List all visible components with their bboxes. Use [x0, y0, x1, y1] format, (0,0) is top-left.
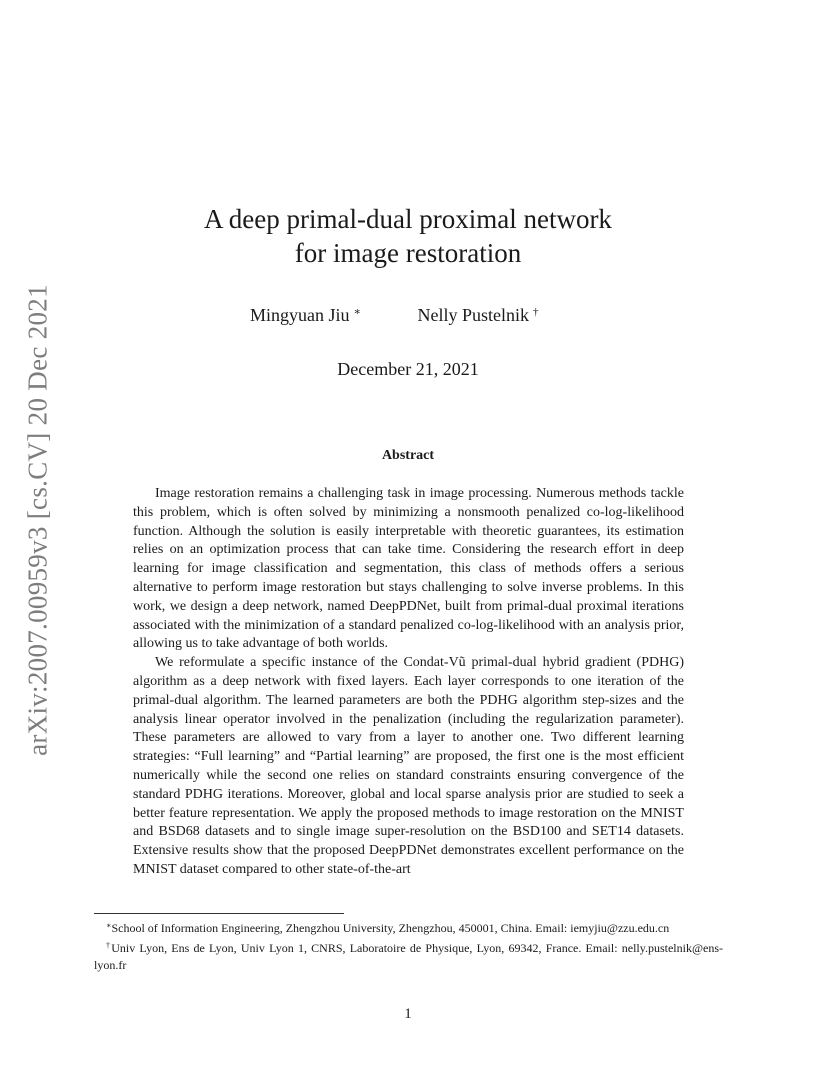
footnote-text: School of Information Engineering, Zhengzhou University, Zhengzhou, 450001, China. Email: iemyjiu@zzu.edu.cn: [111, 921, 670, 935]
footnote: [94, 917, 723, 937]
footnotes: [94, 917, 723, 974]
abstract-body: [133, 485, 684, 880]
title-line-2: for image restoration: [294, 238, 522, 268]
author-1: [250, 305, 361, 326]
footnote-divider: [94, 913, 344, 914]
abstract-heading: Abstract: [381, 448, 435, 463]
author-name: Mingyuan Jiu: [250, 305, 350, 325]
paper-title: [0, 202, 816, 270]
abstract-paragraph: Image restoration remains a challenging task in image processing. Numerous methods tackle this problem, which is often solved by minimizing a nonsmooth penalized co-log-likelihood function. Although the solution is easily interpretable with theoretic guarantees, its estimation relies on an optimization process that can take time. Considering the research effort in deep learning for image classification and segmentation, this class of methods offers a serious alternative to perform image restoration but stays challenging to solve inverse problems. In this work, we design a deep network, named DeepPDNet, built from primal-dual proximal iterations associated with the minimization of a standard penalized co-log-likelihood with an analysis prior, allowing us to take advantage of both worlds.: [133, 486, 684, 652]
footnote-text: Univ Lyon, Ens de Lyon, Univ Lyon 1, CNRS, Laboratoire de Physique, Lyon, 69342, France. Email: nelly.pustelnik@ens-lyon.fr: [94, 941, 723, 972]
author-2: [418, 305, 539, 326]
author-list: [250, 305, 539, 326]
author-name: Nelly Pustelnik: [417, 305, 529, 325]
arxiv-identifier: arXiv:2007.00959v3 [cs.CV] 20 Dec 2021: [22, 284, 53, 756]
author-footnote-mark: ∗: [353, 306, 361, 318]
footnote-mark: †: [106, 941, 112, 950]
author-footnote-mark: †: [533, 306, 539, 318]
footnote: [94, 937, 723, 974]
footnote-mark: ∗: [106, 921, 112, 930]
publication-date: December 21, 2021: [337, 359, 479, 379]
page-number: 1: [404, 1006, 412, 1022]
abstract-paragraph: We reformulate a specific instance of the Condat-Vũ primal-dual hybrid gradient (PDHG) algorithm as a deep network with fixed layers. Each layer corresponds to one iteration of the primal-dual algorithm. The learned parameters are both the PDHG algorithm step-sizes and the analysis linear operator involved in the penalization (including the regularization parameter). These parameters are allowed to vary from a layer to another one. Two different learning strategies: “Full learning” and “Partial learning” are proposed, the first one is the most efficient numerically while the second one relies on standard constraints ensuring convergence of the standard PDHG iterations. Moreover, global and local sparse analysis prior are studied to seek a better feature representation. We apply the proposed methods to image restoration on the MNIST and BSD68 datasets and to single image super-resolution on the BSD100 and SET14 datasets. Extensive results show that the proposed DeepPDNet demonstrates excellent performance on the MNIST dataset compared to other state-of-the-art: [133, 655, 684, 877]
title-line-1: A deep primal-dual proximal network: [204, 204, 612, 234]
